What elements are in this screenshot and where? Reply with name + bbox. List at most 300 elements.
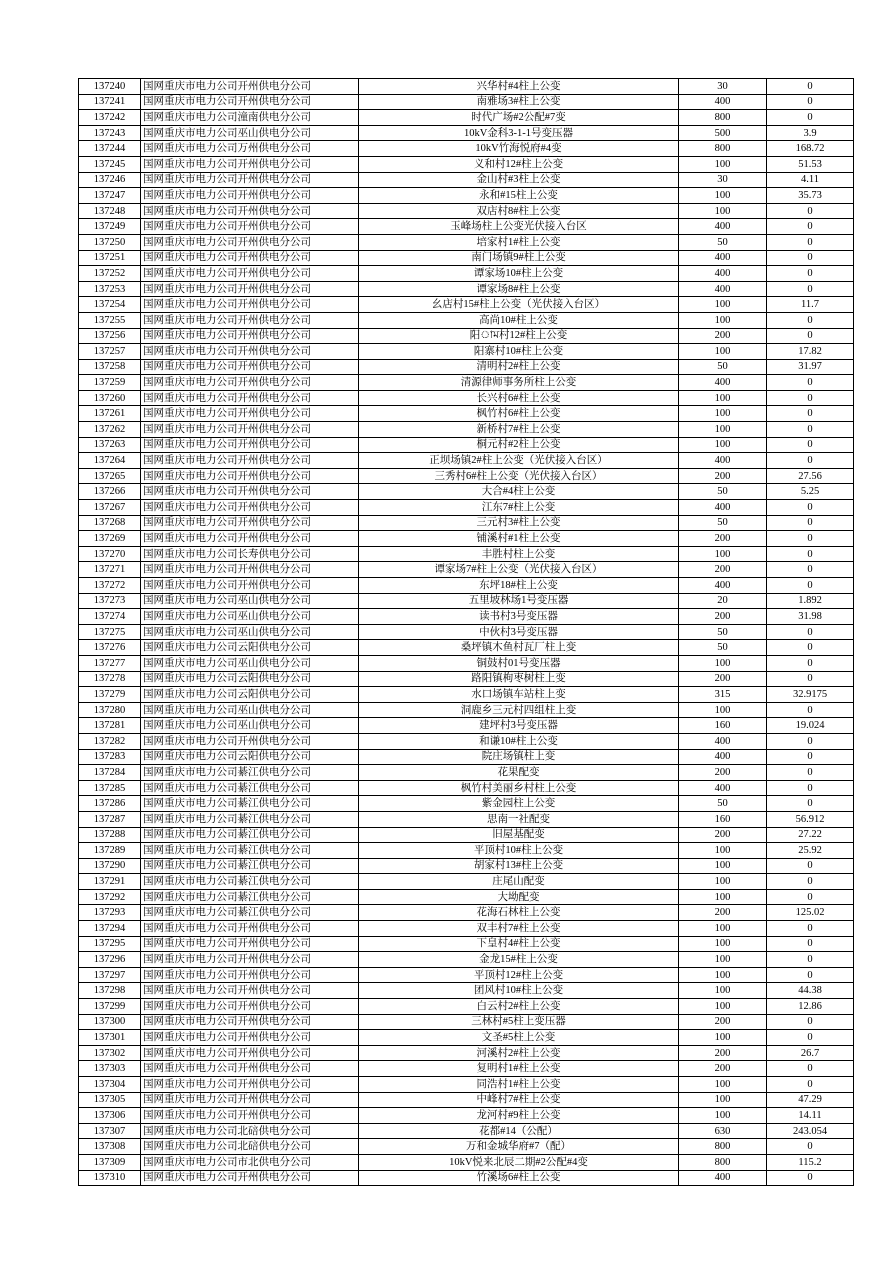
cell-id: 137249: [79, 219, 141, 235]
table-row: [79, 889, 854, 905]
table-row: [79, 328, 854, 344]
cell-company: 国网重庆市电力公司开州供电分公司: [141, 188, 359, 204]
cell-name: 南雅场3#柱上公变: [359, 94, 679, 110]
cell-capacity: 400: [679, 780, 767, 796]
cell-company: 国网重庆市电力公司开州供电分公司: [141, 219, 359, 235]
cell-name: 龙河村#9柱上公变: [359, 1108, 679, 1124]
cell-value: 0: [767, 733, 854, 749]
cell-name: 铜鼓村01号变压器: [359, 655, 679, 671]
cell-company: 国网重庆市电力公司开州供电分公司: [141, 1045, 359, 1061]
cell-capacity: 50: [679, 359, 767, 375]
table-row: [79, 749, 854, 765]
cell-value: 0: [767, 1077, 854, 1093]
cell-id: 137304: [79, 1077, 141, 1093]
cell-value: 0: [767, 952, 854, 968]
table-row: [79, 733, 854, 749]
cell-id: 137282: [79, 733, 141, 749]
cell-company: 国网重庆市电力公司开州供电分公司: [141, 234, 359, 250]
cell-id: 137255: [79, 312, 141, 328]
table-row: [79, 827, 854, 843]
cell-capacity: 100: [679, 203, 767, 219]
cell-company: 国网重庆市电力公司开州供电分公司: [141, 344, 359, 360]
table-row: [79, 936, 854, 952]
cell-name: 兴华村#4柱上公变: [359, 79, 679, 95]
table-row: [79, 1077, 854, 1093]
table-row: [79, 1092, 854, 1108]
cell-company: 国网重庆市电力公司开州供电分公司: [141, 437, 359, 453]
table-row: [79, 796, 854, 812]
table-body: [79, 79, 854, 1186]
cell-name: 白云村2#柱上公变: [359, 999, 679, 1015]
cell-value: 31.98: [767, 609, 854, 625]
cell-id: 137247: [79, 188, 141, 204]
table-row: [79, 967, 854, 983]
cell-name: 胡家村13#柱上公变: [359, 858, 679, 874]
cell-value: 0: [767, 531, 854, 547]
cell-name: 玉峰场柱上公变光伏接入台区: [359, 219, 679, 235]
cell-company: 国网重庆市电力公司云阳供电分公司: [141, 687, 359, 703]
cell-capacity: 100: [679, 1092, 767, 1108]
cell-name: 河溪村2#柱上公变: [359, 1045, 679, 1061]
cell-value: 14.11: [767, 1108, 854, 1124]
cell-value: 32.9175: [767, 687, 854, 703]
table-row: [79, 999, 854, 1015]
cell-capacity: 100: [679, 156, 767, 172]
cell-id: 137299: [79, 999, 141, 1015]
cell-capacity: 400: [679, 1170, 767, 1186]
cell-id: 137294: [79, 921, 141, 937]
table-row: [79, 562, 854, 578]
cell-name: 10kV竹海悦府#4变: [359, 141, 679, 157]
cell-capacity: 50: [679, 234, 767, 250]
table-row: [79, 390, 854, 406]
cell-capacity: 100: [679, 1108, 767, 1124]
cell-company: 国网重庆市电力公司北碚供电分公司: [141, 1123, 359, 1139]
cell-id: 137289: [79, 843, 141, 859]
cell-name: 中伙村3号变压器: [359, 624, 679, 640]
cell-name: 高尚10#柱上公变: [359, 312, 679, 328]
cell-value: 0: [767, 578, 854, 594]
table-row: [79, 1108, 854, 1124]
cell-capacity: 100: [679, 344, 767, 360]
table-row: [79, 1061, 854, 1077]
cell-name: 院庄场镇柱上变: [359, 749, 679, 765]
table-row: [79, 453, 854, 469]
table-row: [79, 79, 854, 95]
table-row: [79, 437, 854, 453]
cell-id: 137303: [79, 1061, 141, 1077]
table-row: [79, 921, 854, 937]
cell-id: 137254: [79, 297, 141, 313]
table-row: [79, 687, 854, 703]
cell-value: 51.53: [767, 156, 854, 172]
cell-capacity: 100: [679, 952, 767, 968]
cell-value: 0: [767, 1139, 854, 1155]
cell-capacity: 200: [679, 468, 767, 484]
cell-capacity: 160: [679, 811, 767, 827]
cell-name: 谭家场7#柱上公变（光伏接入台区）: [359, 562, 679, 578]
cell-value: 3.9: [767, 125, 854, 141]
cell-name: 文圣#5柱上公变: [359, 1030, 679, 1046]
cell-company: 国网重庆市电力公司綦江供电分公司: [141, 765, 359, 781]
cell-value: 0: [767, 796, 854, 812]
cell-id: 137284: [79, 765, 141, 781]
cell-company: 国网重庆市电力公司巫山供电分公司: [141, 718, 359, 734]
cell-name: 10kV悦来北辰二期#2公配#4变: [359, 1154, 679, 1170]
cell-company: 国网重庆市电力公司开州供电分公司: [141, 1108, 359, 1124]
cell-capacity: 400: [679, 578, 767, 594]
cell-value: 26.7: [767, 1045, 854, 1061]
cell-capacity: 50: [679, 796, 767, 812]
cell-capacity: 200: [679, 328, 767, 344]
cell-name: 永和#15柱上公变: [359, 188, 679, 204]
cell-id: 137279: [79, 687, 141, 703]
cell-company: 国网重庆市电力公司开州供电分公司: [141, 79, 359, 95]
cell-value: 12.86: [767, 999, 854, 1015]
cell-company: 国网重庆市电力公司开州供电分公司: [141, 390, 359, 406]
cell-value: 0: [767, 1170, 854, 1186]
cell-company: 国网重庆市电力公司长寿供电分公司: [141, 546, 359, 562]
cell-company: 国网重庆市电力公司开州供电分公司: [141, 312, 359, 328]
table-row: [79, 359, 854, 375]
cell-capacity: 500: [679, 125, 767, 141]
cell-company: 国网重庆市电力公司綦江供电分公司: [141, 843, 359, 859]
cell-value: 125.02: [767, 905, 854, 921]
cell-company: 国网重庆市电力公司开州供电分公司: [141, 999, 359, 1015]
cell-id: 137310: [79, 1170, 141, 1186]
cell-company: 国网重庆市电力公司开州供电分公司: [141, 203, 359, 219]
cell-id: 137272: [79, 578, 141, 594]
table-row: [79, 593, 854, 609]
table-row: [79, 188, 854, 204]
cell-company: 国网重庆市电力公司巫山供电分公司: [141, 702, 359, 718]
cell-value: 0: [767, 1030, 854, 1046]
cell-company: 国网重庆市电力公司开州供电分公司: [141, 967, 359, 983]
table-row: [79, 110, 854, 126]
cell-id: 137264: [79, 453, 141, 469]
table-row: [79, 765, 854, 781]
cell-name: 庄尾山配变: [359, 874, 679, 890]
cell-capacity: 400: [679, 749, 767, 765]
cell-name: 大坳配变: [359, 889, 679, 905]
table-row: [79, 983, 854, 999]
cell-capacity: 200: [679, 562, 767, 578]
cell-name: 金龙15#柱上公变: [359, 952, 679, 968]
cell-name: 幺店村15#柱上公变（光伏接入台区）: [359, 297, 679, 313]
cell-value: 25.92: [767, 843, 854, 859]
cell-capacity: 400: [679, 453, 767, 469]
cell-company: 国网重庆市电力公司开州供电分公司: [141, 484, 359, 500]
cell-name: 金山村#3柱上公变: [359, 172, 679, 188]
table-row: [79, 344, 854, 360]
cell-capacity: 100: [679, 983, 767, 999]
cell-id: 137277: [79, 655, 141, 671]
cell-id: 137275: [79, 624, 141, 640]
cell-id: 137260: [79, 390, 141, 406]
cell-value: 0: [767, 422, 854, 438]
table-row: [79, 905, 854, 921]
table-row: [79, 468, 854, 484]
cell-name: 复明村1#柱上公变: [359, 1061, 679, 1077]
cell-capacity: 30: [679, 172, 767, 188]
cell-company: 国网重庆市电力公司开州供电分公司: [141, 156, 359, 172]
cell-id: 137243: [79, 125, 141, 141]
table-row: [79, 172, 854, 188]
cell-id: 137281: [79, 718, 141, 734]
cell-capacity: 100: [679, 422, 767, 438]
cell-capacity: 200: [679, 1061, 767, 1077]
cell-id: 137300: [79, 1014, 141, 1030]
cell-name: 万和金城华府#7（配）: [359, 1139, 679, 1155]
cell-company: 国网重庆市电力公司巫山供电分公司: [141, 624, 359, 640]
cell-capacity: 100: [679, 843, 767, 859]
cell-name: 思南一社配变: [359, 811, 679, 827]
cell-capacity: 200: [679, 671, 767, 687]
cell-id: 137244: [79, 141, 141, 157]
cell-id: 137252: [79, 266, 141, 282]
cell-company: 国网重庆市电力公司开州供电分公司: [141, 1014, 359, 1030]
table-row: [79, 1154, 854, 1170]
cell-value: 0: [767, 281, 854, 297]
cell-id: 137268: [79, 515, 141, 531]
cell-company: 国网重庆市电力公司开州供电分公司: [141, 936, 359, 952]
cell-id: 137302: [79, 1045, 141, 1061]
cell-id: 137259: [79, 375, 141, 391]
cell-name: 同浩村1#柱上公变: [359, 1077, 679, 1093]
cell-value: 0: [767, 94, 854, 110]
table-row: [79, 702, 854, 718]
table-row: [79, 578, 854, 594]
table-row: [79, 1014, 854, 1030]
cell-capacity: 400: [679, 733, 767, 749]
cell-capacity: 100: [679, 437, 767, 453]
cell-company: 国网重庆市电力公司开州供电分公司: [141, 172, 359, 188]
cell-capacity: 100: [679, 702, 767, 718]
cell-id: 137257: [79, 344, 141, 360]
cell-name: 团风村10#柱上公变: [359, 983, 679, 999]
cell-value: 31.97: [767, 359, 854, 375]
cell-company: 国网重庆市电力公司巫山供电分公司: [141, 655, 359, 671]
table-row: [79, 203, 854, 219]
cell-value: 11.7: [767, 297, 854, 313]
cell-value: 19.024: [767, 718, 854, 734]
cell-value: 0: [767, 375, 854, 391]
cell-name: 平顶村12#柱上公变: [359, 967, 679, 983]
cell-name: 中峰村7#柱上公变: [359, 1092, 679, 1108]
cell-name: 花海石林柱上公变: [359, 905, 679, 921]
cell-company: 国网重庆市电力公司开州供电分公司: [141, 1170, 359, 1186]
cell-capacity: 20: [679, 593, 767, 609]
cell-id: 137271: [79, 562, 141, 578]
table-row: [79, 375, 854, 391]
table-row: [79, 952, 854, 968]
cell-value: 44.38: [767, 983, 854, 999]
cell-name: 和谦10#柱上公变: [359, 733, 679, 749]
cell-id: 137288: [79, 827, 141, 843]
cell-id: 137305: [79, 1092, 141, 1108]
cell-name: 新桥村7#柱上公变: [359, 422, 679, 438]
cell-name: 南门场镇9#柱上公变: [359, 250, 679, 266]
cell-company: 国网重庆市电力公司万州供电分公司: [141, 141, 359, 157]
cell-value: 0: [767, 936, 854, 952]
table-row: [79, 1139, 854, 1155]
cell-capacity: 400: [679, 281, 767, 297]
cell-capacity: 200: [679, 609, 767, 625]
cell-company: 国网重庆市电力公司市北供电分公司: [141, 1154, 359, 1170]
cell-value: 0: [767, 250, 854, 266]
cell-name: 东坪18#柱上公变: [359, 578, 679, 594]
table-row: [79, 125, 854, 141]
table-row: [79, 546, 854, 562]
cell-company: 国网重庆市电力公司开州供电分公司: [141, 562, 359, 578]
cell-capacity: 400: [679, 94, 767, 110]
cell-value: 0: [767, 749, 854, 765]
table-row: [79, 531, 854, 547]
cell-capacity: 50: [679, 640, 767, 656]
table-row: [79, 1123, 854, 1139]
cell-id: 137287: [79, 811, 141, 827]
cell-name: 阳寨村10#柱上公变: [359, 344, 679, 360]
cell-capacity: 200: [679, 1045, 767, 1061]
cell-capacity: 800: [679, 141, 767, 157]
cell-company: 国网重庆市电力公司开州供电分公司: [141, 250, 359, 266]
cell-company: 国网重庆市电力公司开州供电分公司: [141, 983, 359, 999]
cell-value: 27.56: [767, 468, 854, 484]
cell-company: 国网重庆市电力公司开州供电分公司: [141, 94, 359, 110]
cell-name: 义和村12#柱上公变: [359, 156, 679, 172]
cell-capacity: 100: [679, 188, 767, 204]
cell-id: 137291: [79, 874, 141, 890]
cell-value: 27.22: [767, 827, 854, 843]
cell-value: 4.11: [767, 172, 854, 188]
cell-company: 国网重庆市电力公司綦江供电分公司: [141, 827, 359, 843]
cell-id: 137297: [79, 967, 141, 983]
cell-value: 0: [767, 624, 854, 640]
cell-capacity: 100: [679, 874, 767, 890]
cell-value: 0: [767, 234, 854, 250]
cell-company: 国网重庆市电力公司綦江供电分公司: [141, 905, 359, 921]
table-row: [79, 515, 854, 531]
cell-capacity: 100: [679, 655, 767, 671]
cell-company: 国网重庆市电力公司开州供电分公司: [141, 578, 359, 594]
cell-value: 0: [767, 546, 854, 562]
cell-value: 0: [767, 406, 854, 422]
table-row: [79, 640, 854, 656]
cell-name: 桑坪镇木鱼村瓦厂柱上变: [359, 640, 679, 656]
cell-capacity: 50: [679, 515, 767, 531]
cell-value: 0: [767, 702, 854, 718]
cell-company: 国网重庆市电力公司开州供电分公司: [141, 328, 359, 344]
cell-name: 花果配变: [359, 765, 679, 781]
cell-id: 137258: [79, 359, 141, 375]
cell-value: 0: [767, 858, 854, 874]
cell-name: 大合#4柱上公变: [359, 484, 679, 500]
table-row: [79, 843, 854, 859]
table-row: [79, 266, 854, 282]
cell-name: 铺溪村#1柱上公变: [359, 531, 679, 547]
cell-name: 水口场镇车站柱上变: [359, 687, 679, 703]
cell-name: 三林村#5柱上变压器: [359, 1014, 679, 1030]
table-row: [79, 141, 854, 157]
cell-id: 137273: [79, 593, 141, 609]
table-row: [79, 780, 854, 796]
cell-capacity: 800: [679, 110, 767, 126]
cell-id: 137306: [79, 1108, 141, 1124]
cell-company: 国网重庆市电力公司綦江供电分公司: [141, 780, 359, 796]
cell-name: 竹溪场6#柱上公变: [359, 1170, 679, 1186]
cell-company: 国网重庆市电力公司开州供电分公司: [141, 1092, 359, 1108]
cell-capacity: 400: [679, 500, 767, 516]
cell-id: 137290: [79, 858, 141, 874]
cell-company: 国网重庆市电力公司开州供电分公司: [141, 297, 359, 313]
cell-value: 5.25: [767, 484, 854, 500]
cell-name: 清源律师事务所柱上公变: [359, 375, 679, 391]
cell-name: 清明村2#柱上公变: [359, 359, 679, 375]
cell-company: 国网重庆市电力公司开州供电分公司: [141, 406, 359, 422]
cell-value: 0: [767, 453, 854, 469]
cell-value: 0: [767, 765, 854, 781]
cell-id: 137295: [79, 936, 141, 952]
cell-name: 谭家场10#柱上公变: [359, 266, 679, 282]
table-row: [79, 297, 854, 313]
cell-id: 137261: [79, 406, 141, 422]
cell-id: 137245: [79, 156, 141, 172]
cell-id: 137276: [79, 640, 141, 656]
cell-value: 0: [767, 671, 854, 687]
cell-id: 137265: [79, 468, 141, 484]
cell-name: 读书村3号变压器: [359, 609, 679, 625]
cell-capacity: 800: [679, 1154, 767, 1170]
cell-id: 137307: [79, 1123, 141, 1139]
cell-capacity: 100: [679, 312, 767, 328]
cell-capacity: 200: [679, 905, 767, 921]
cell-value: 0: [767, 921, 854, 937]
cell-company: 国网重庆市电力公司开州供电分公司: [141, 1077, 359, 1093]
table-row: [79, 718, 854, 734]
cell-name: 双店村8#柱上公变: [359, 203, 679, 219]
cell-name: 10kV金科3-1-1号变压器: [359, 125, 679, 141]
cell-company: 国网重庆市电力公司綦江供电分公司: [141, 889, 359, 905]
cell-capacity: 50: [679, 484, 767, 500]
table-row: [79, 406, 854, 422]
cell-capacity: 100: [679, 390, 767, 406]
cell-capacity: 100: [679, 1077, 767, 1093]
cell-capacity: 800: [679, 1139, 767, 1155]
cell-company: 国网重庆市电力公司云阳供电分公司: [141, 640, 359, 656]
cell-name: 五里坡林场1号变压器: [359, 593, 679, 609]
cell-name: 下皇村4#柱上公变: [359, 936, 679, 952]
cell-company: 国网重庆市电力公司开州供电分公司: [141, 266, 359, 282]
cell-id: 137246: [79, 172, 141, 188]
cell-name: 三元村3#柱上公变: [359, 515, 679, 531]
cell-company: 国网重庆市电力公司开州供电分公司: [141, 921, 359, 937]
cell-value: 0: [767, 219, 854, 235]
cell-capacity: 160: [679, 718, 767, 734]
distribution-transformer-table: [78, 78, 854, 1186]
cell-name: 双丰村7#柱上公变: [359, 921, 679, 937]
cell-capacity: 100: [679, 297, 767, 313]
cell-value: 0: [767, 1014, 854, 1030]
cell-value: 0: [767, 655, 854, 671]
table-row: [79, 1045, 854, 1061]
cell-value: 0: [767, 266, 854, 282]
table-row: [79, 609, 854, 625]
cell-id: 137248: [79, 203, 141, 219]
cell-capacity: 400: [679, 250, 767, 266]
table-row: [79, 655, 854, 671]
cell-id: 137283: [79, 749, 141, 765]
cell-value: 0: [767, 967, 854, 983]
